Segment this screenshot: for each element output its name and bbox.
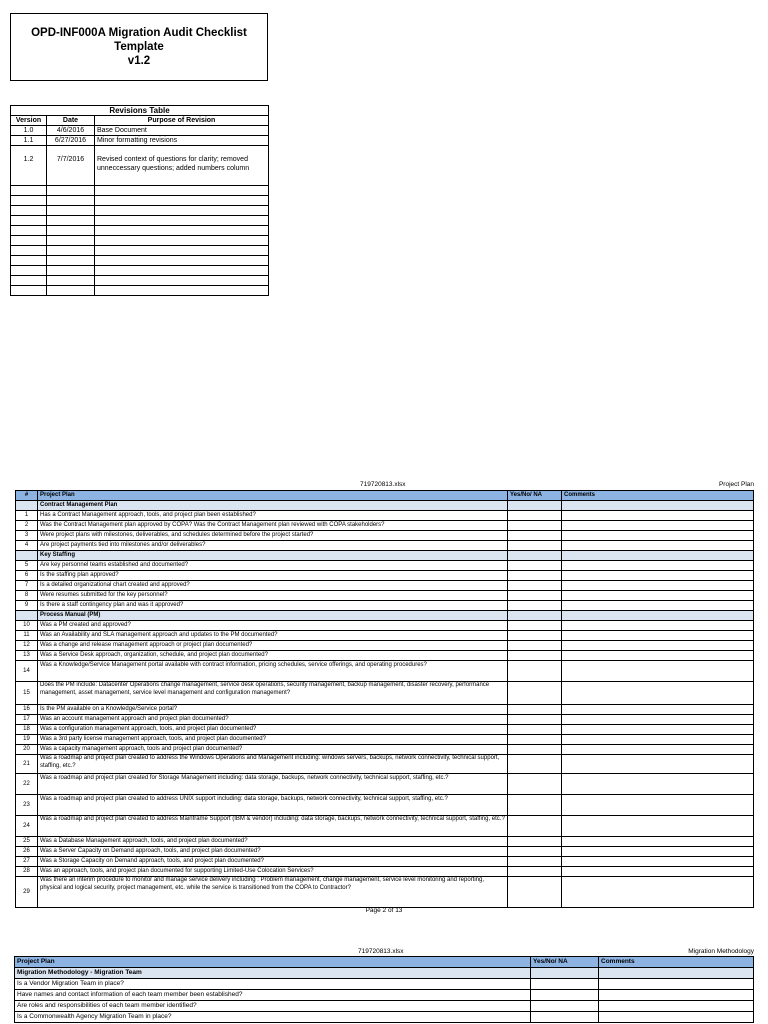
header-project-plan: Project Plan [38,491,508,501]
title-line-1: OPD-INF000A Migration Audit Checklist Template [31,27,247,53]
question-text: Was an approach, tools, and project plan documented for supporting Limited-Use Colocation Services? [38,867,508,877]
section-row [16,551,754,561]
header-comments: Comments [562,491,754,501]
question-row [16,857,754,867]
question-number: 12 [16,641,38,651]
header-yes-no-na: Yes/No/ NA [508,491,562,501]
question-number: 9 [16,601,38,611]
page2-sheet-name: Project Plan [718,481,754,488]
question-number: 10 [16,621,38,631]
answer-cell[interactable] [508,651,562,661]
question-row [16,541,754,551]
header-comments: Comments [599,957,754,968]
revision-row [11,136,269,146]
migration-header-row [15,957,754,968]
comments-cell[interactable] [562,601,754,611]
question-row [16,531,754,541]
question-row [16,682,754,705]
revision-row [11,146,269,186]
question-number: 16 [16,705,38,715]
question-row [16,591,754,601]
answer-cell[interactable] [508,715,562,725]
revision-row [11,126,269,136]
checklist-header-row [16,491,754,501]
comments-cell[interactable] [562,867,754,877]
question-number: 8 [16,591,38,601]
comments-cell[interactable] [562,877,754,908]
question-number: 22 [16,774,38,795]
comments-cell[interactable] [562,651,754,661]
answer-cell[interactable] [508,877,562,908]
revisions-caption: Revisions Table [11,106,269,116]
answer-cell[interactable] [508,631,562,641]
section-row [16,501,754,511]
question-number: 4 [16,541,38,551]
checklist-table [15,490,754,908]
document-title [10,13,268,81]
answer-cell[interactable] [508,755,562,774]
revisions-table [10,105,269,296]
migration-question-row [15,990,754,1001]
question-row [16,571,754,581]
question-text: Was a roadmap and project plan created for Storage Management including: data storage, backups, network connectivity, technical support, staffing, etc.? [38,774,508,795]
question-text: Was an Availability and SLA management approach and updates to the PM documented? [38,631,508,641]
answer-cell[interactable] [508,541,562,551]
question-row [16,725,754,735]
comments-cell[interactable] [562,591,754,601]
answer-cell[interactable] [508,591,562,601]
question-text: Was a configuration management approach, tools, and project plan documented? [38,725,508,735]
question-text: Was the Contract Management plan approved by COPA? Was the Contract Management plan reviewed with COPA stakeholders? [38,521,508,531]
question-text: Is the PM available on a Knowledge/Service portal? [38,705,508,715]
question-text: Is a Commonwealth Agency Migration Team in place? [15,1012,531,1023]
answer-cell[interactable] [508,641,562,651]
question-number: 14 [16,661,38,682]
question-text: Was a Service Desk approach, organization, schedule, and project plan documented? [38,651,508,661]
question-row [16,795,754,816]
question-number: 15 [16,682,38,705]
revision-version: 1.0 [11,126,47,136]
comments-cell[interactable] [562,774,754,795]
question-row [16,774,754,795]
comments-cell[interactable] [562,755,754,774]
question-number: 25 [16,837,38,847]
question-text: Were resumes submitted for the key personnel? [38,591,508,601]
answer-cell[interactable] [508,774,562,795]
comments-cell[interactable] [562,682,754,705]
comments-cell[interactable] [562,561,754,571]
question-row [16,641,754,651]
comments-cell[interactable] [562,837,754,847]
comments-cell[interactable] [562,735,754,745]
header-number: # [16,491,38,501]
question-text: Does the PM include: Datacenter Operations change management, service desk operations, security management, backup management, disaster recovery, performance management, asset management, service level management and configuration management? [38,682,508,705]
section-title: Process Manual (PM) [38,611,508,621]
question-row [16,581,754,591]
migration-team-table [14,956,754,1023]
question-text: Was a Knowledge/Service Management portal available with contract information, pricing schedules, service offerings, and operating procedures? [38,661,508,682]
question-row [16,877,754,908]
question-row [16,561,754,571]
question-number: 7 [16,581,38,591]
question-number: 20 [16,745,38,755]
header-purpose: Purpose of Revision [95,116,269,126]
answer-cell[interactable] [508,531,562,541]
comments-cell[interactable] [562,511,754,521]
question-number: 2 [16,521,38,531]
answer-cell[interactable] [508,511,562,521]
question-number: 11 [16,631,38,641]
question-text: Is a Vendor Migration Team in place? [15,979,531,990]
revision-purpose: Base Document [95,126,269,136]
question-number: 23 [16,795,38,816]
comments-cell[interactable] [562,631,754,641]
question-row [16,735,754,745]
revision-version: 1.2 [11,146,47,186]
question-text: Has a Contract Management approach, tools, and project plan been established? [38,511,508,521]
question-row [16,755,754,774]
question-number: 24 [16,816,38,837]
question-row [16,816,754,837]
revision-purpose: Minor formatting revisions [95,136,269,146]
answer-cell[interactable] [508,571,562,581]
page3-sheet-name: Migration Methodology [688,948,754,955]
comments-cell[interactable] [562,715,754,725]
revision-date: 4/6/2016 [47,126,95,136]
comments-cell[interactable] [562,541,754,551]
question-number: 13 [16,651,38,661]
answer-cell[interactable] [508,745,562,755]
comments-cell[interactable] [562,581,754,591]
header-yes-no-na: Yes/No/ NA [531,957,599,968]
question-text: Was a 3rd party license management approach, tools, and project plan documented? [38,735,508,745]
question-text: Was a PM created and approved? [38,621,508,631]
question-text: Was a Storage Capacity on Demand approach, tools, and project plan documented? [38,857,508,867]
migration-question-row [15,979,754,990]
answer-cell[interactable] [508,725,562,735]
question-row [16,621,754,631]
question-text: Was a roadmap and project plan created to address UNIX support including: data storage, backups, network connectivity, technical support, staffing, etc.? [38,795,508,816]
answer-cell[interactable] [508,621,562,631]
answer-cell[interactable] [508,837,562,847]
revision-version: 1.1 [11,136,47,146]
answer-cell[interactable] [508,867,562,877]
answer-cell[interactable] [508,561,562,571]
comments-cell[interactable] [562,795,754,816]
answer-cell[interactable] [508,816,562,837]
answer-cell[interactable] [508,521,562,531]
question-row [16,631,754,641]
header-date: Date [47,116,95,126]
comments-cell[interactable] [562,725,754,735]
answer-cell[interactable] [508,795,562,816]
question-row [16,847,754,857]
question-row [16,705,754,715]
question-number: 26 [16,847,38,857]
section-row [16,611,754,621]
comments-cell[interactable] [562,641,754,651]
page2-filename: 719720813.xlsx [360,481,406,488]
question-text: Was a Database Management approach, tools, and project plan documented? [38,837,508,847]
question-text: Is the staffing plan approved? [38,571,508,581]
question-number: 19 [16,735,38,745]
question-row [16,521,754,531]
revision-purpose: Revised context of questions for clarity; removed unneccessary questions; added numbers column [95,146,269,186]
question-text: Have names and contact information of each team member been established? [15,990,531,1001]
question-row [16,651,754,661]
question-text: Are project payments tied into milestones and/or deliverables? [38,541,508,551]
header-version: Version [11,116,47,126]
comments-cell[interactable] [562,531,754,541]
answer-cell[interactable] [508,581,562,591]
section-title: Key Staffing [38,551,508,561]
answer-cell[interactable] [508,682,562,705]
section-title: Contract Management Plan [38,501,508,511]
question-text: Is a detailed organizational chart created and approved? [38,581,508,591]
page3-filename: 719720813.xlsx [358,948,404,955]
answer-cell[interactable] [508,735,562,745]
revision-date: 6/27/2016 [47,136,95,146]
comments-cell[interactable] [562,621,754,631]
question-number: 27 [16,857,38,867]
question-number: 28 [16,867,38,877]
question-text: Is there a staff contingency plan and was it approved? [38,601,508,611]
question-row [16,745,754,755]
question-number: 1 [16,511,38,521]
answer-cell[interactable] [508,661,562,682]
question-row [16,601,754,611]
question-text: Was a change and release management approach or project plan documented? [38,641,508,651]
question-number: 18 [16,725,38,735]
question-row [16,867,754,877]
question-row [16,837,754,847]
comments-cell[interactable] [562,661,754,682]
question-number: 29 [16,877,38,908]
question-number: 21 [16,755,38,774]
question-text: Was an account management approach and project plan documented? [38,715,508,725]
comments-cell[interactable] [562,816,754,837]
question-text: Were project plans with milestones, deliverables, and schedules determined before the project started? [38,531,508,541]
question-row [16,715,754,725]
answer-cell[interactable] [508,857,562,867]
comments-cell[interactable] [562,705,754,715]
comments-cell[interactable] [562,857,754,867]
question-text: Was there an interim procedure to monitor and manage service delivery including : Problem management, change management, service level monitoring and reporting, physical and logical security, project management, etc. while the service is transitioned from the COPA to Contractor? [38,877,508,908]
question-number: 6 [16,571,38,581]
question-text: Was a roadmap and project plan created to address Mainframe Support (IBM & vendor) including: data storage, backups, network connectivity, technical support, staffing, etc.? [38,816,508,837]
answer-cell[interactable] [508,847,562,857]
question-number: 17 [16,715,38,725]
migration-section-row [15,968,754,979]
migration-question-row [15,1001,754,1012]
comments-cell[interactable] [562,571,754,581]
question-text: Was a Server Capacity on Demand approach, tools, and project plan documented? [38,847,508,857]
answer-cell[interactable] [508,705,562,715]
question-text: Are roles and responsibilities of each team member identified? [15,1001,531,1012]
answer-cell[interactable] [508,601,562,611]
comments-cell[interactable] [562,745,754,755]
question-text: Are key personnel teams established and documented? [38,561,508,571]
question-text: Was a capacity management approach, tools and project plan documented? [38,745,508,755]
page-footer: Page 2 of 13 [365,907,403,914]
header-project-plan: Project Plan [15,957,531,968]
title-line-2: v1.2 [127,55,151,67]
question-number: 5 [16,561,38,571]
question-row [16,511,754,521]
question-row [16,661,754,682]
comments-cell[interactable] [562,521,754,531]
migration-question-row [15,1012,754,1023]
question-text: Was a roadmap and project plan created to address the Windows Operations and Management including: windows servers, backups, network connectivity, technical support, staffing, etc.? [38,755,508,774]
comments-cell[interactable] [562,847,754,857]
revision-date: 7/7/2016 [47,146,95,186]
section-title: Migration Methodology - Migration Team [15,968,531,979]
question-number: 3 [16,531,38,541]
